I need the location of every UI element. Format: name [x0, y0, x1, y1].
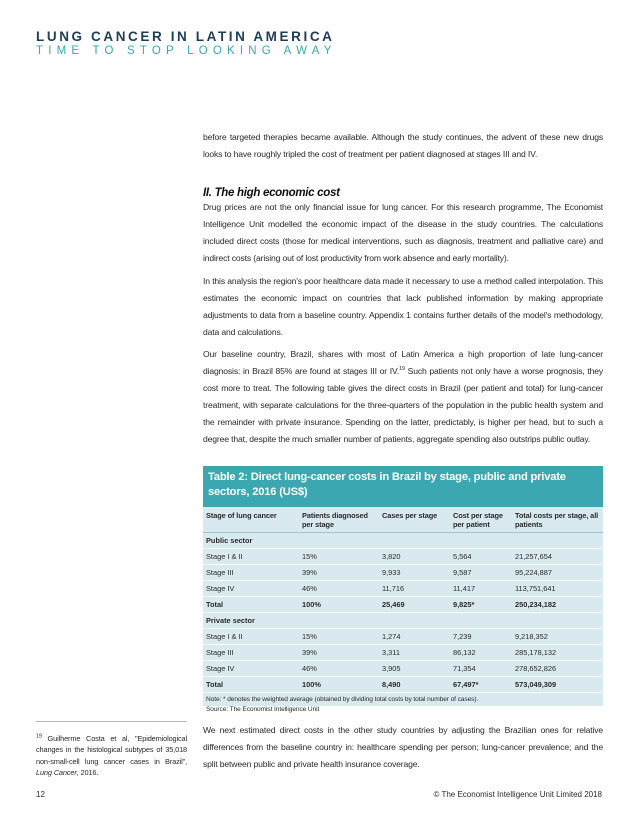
table-cell: 113,751,641 [512, 580, 603, 596]
footnote-divider [36, 721, 187, 722]
table-cell: 15% [299, 628, 379, 644]
copyright: © The Economist Intelligence Unit Limited 2018 [433, 790, 602, 799]
table-cell: 86,132 [450, 644, 512, 660]
section-label: Private sector [203, 612, 603, 628]
table-cell: 95,224,887 [512, 564, 603, 580]
table-cell: 573,049,309 [512, 676, 603, 692]
table-row [203, 644, 603, 660]
table-cell: 15% [299, 548, 379, 564]
section-row-public [203, 532, 603, 548]
table-cell: 21,257,654 [512, 548, 603, 564]
table-cell: 5,564 [450, 548, 512, 564]
table-row-total [203, 596, 603, 612]
paragraph-interpolation: In this analysis the region's poor healthcare data made it necessary to use a method called interpolation. This estimates the economic impact on countries that lack published information by making appropriate adjustments to data from a baseline country. Appendix 1 contains further details of the model's methodology, data and calculations. [203, 276, 603, 337]
table-cell: 39% [299, 564, 379, 580]
table-notes [203, 693, 603, 715]
section-row-private [203, 612, 603, 628]
table-cell: Stage IV [203, 660, 299, 676]
table-cell: Total [203, 596, 299, 612]
table-cell: 9,218,352 [512, 628, 603, 644]
table-source: Source: The Economist Intelligence Unit [206, 705, 320, 713]
table-cell: 39% [299, 644, 379, 660]
table-cell: 3,820 [379, 548, 450, 564]
table-cell: 278,652,826 [512, 660, 603, 676]
paragraph-adjustment: We next estimated direct costs in the other study countries by adjusting the Brazilian ones for relative differences from the baseline country in: healthcare spending per person; lung-cancer prevalence; and the split between public and private health insurance coverage. [203, 725, 603, 769]
section-heading: II. The high economic cost [203, 187, 340, 199]
table-cell: 9,825* [450, 596, 512, 612]
table-cell: 11,716 [379, 580, 450, 596]
page-number: 12 [36, 790, 45, 799]
column-header: Stage of lung cancer [203, 507, 299, 532]
table-cell: 11,417 [450, 580, 512, 596]
section-label: Public sector [203, 532, 603, 548]
footnote: $^{19}$ Guilherme Costa et al, "Epidemiological changes in the histological subtypes of 35,018 non-small-cell lung cancer cases in Brazil", Lung Cancer, 2016. [36, 733, 187, 777]
table-cell: Stage I & II [203, 628, 299, 644]
table-row [203, 580, 603, 596]
table-row [203, 548, 603, 564]
table-title: Table 2: Direct lung-cancer costs in Brazil by stage, public and private sectors, 2016 (US$) [203, 466, 603, 507]
cost-table-grid [203, 507, 603, 693]
table-cell: 1,274 [379, 628, 450, 644]
table-cell: 100% [299, 596, 379, 612]
paragraph-intro: before targeted therapies became available. Although the study continues, the advent of these new drugs looks to have roughly tripled the cost of treatment per patient diagnosed at stages III and IV. [203, 132, 603, 159]
table-cell: Stage IV [203, 580, 299, 596]
report-title: LUNG CANCER IN LATIN AMERICA [36, 29, 335, 44]
table-cell: 67,497* [450, 676, 512, 692]
table-cell: 7,239 [450, 628, 512, 644]
table-cell: 3,905 [379, 660, 450, 676]
table-cell: 8,490 [379, 676, 450, 692]
table-row [203, 564, 603, 580]
report-subtitle: TIME TO STOP LOOKING AWAY [36, 45, 337, 57]
cost-table [203, 466, 603, 713]
table-cell: 46% [299, 660, 379, 676]
table-note: Note: * denotes the weighted average (obtained by dividing total costs by total number of cases). [206, 695, 479, 703]
table-row [203, 628, 603, 644]
table-cell: 71,354 [450, 660, 512, 676]
table-row-total [203, 676, 603, 692]
footnote-number: 19 [36, 733, 42, 740]
table-cell: 3,311 [379, 644, 450, 660]
paragraph-baseline: Our baseline country, Brazil, shares with most of Latin America a high proportion of late lung-cancer diagnosis: in Brazil 85% are found at stages III or IV.$^{19}$ Such patients not only have a worse prognosis, they cost more to treat. The following table gives the direct costs in Brazil (per patient and total) for lung-cancer treatment, with separate calculations for the three-quarters of the population in the public health system and the remainder with private insurance. Spending on the latter, predictably, is higher per head, but to such a degree that, despite the much smaller number of patients, aggregate spending also outstrips public outlay. [203, 349, 603, 444]
column-header: Cost per stage per patient [450, 507, 512, 532]
paragraph-drug-prices: Drug prices are not the only financial issue for lung cancer. For this research programme, The Economist Intelligence Unit modelled the economic impact of the disease in the study countries. The calculations included direct costs (those for medical interventions, such as diagnosis, treatment and palliative care) and indirect costs (arising out of lost productivity from work absence and early mortality). [203, 202, 603, 263]
table-row [203, 660, 603, 676]
table-header-row [203, 507, 603, 532]
column-header: Cases per stage [379, 507, 450, 532]
table-cell: 9,587 [450, 564, 512, 580]
table-cell: 100% [299, 676, 379, 692]
table-cell: 250,234,182 [512, 596, 603, 612]
table-cell: Stage I & II [203, 548, 299, 564]
table-cell: Total [203, 676, 299, 692]
column-header: Patients diagnosed per stage [299, 507, 379, 532]
table-cell: 9,933 [379, 564, 450, 580]
table-cell: 285,178,132 [512, 644, 603, 660]
journal-name: Lung Cancer [36, 767, 77, 777]
table-cell: 25,469 [379, 596, 450, 612]
column-header: Total costs per stage, all patients [512, 507, 603, 532]
table-cell: Stage III [203, 564, 299, 580]
table-cell: Stage III [203, 644, 299, 660]
footnote-ref[interactable]: 19 [399, 366, 405, 373]
table-cell: 46% [299, 580, 379, 596]
